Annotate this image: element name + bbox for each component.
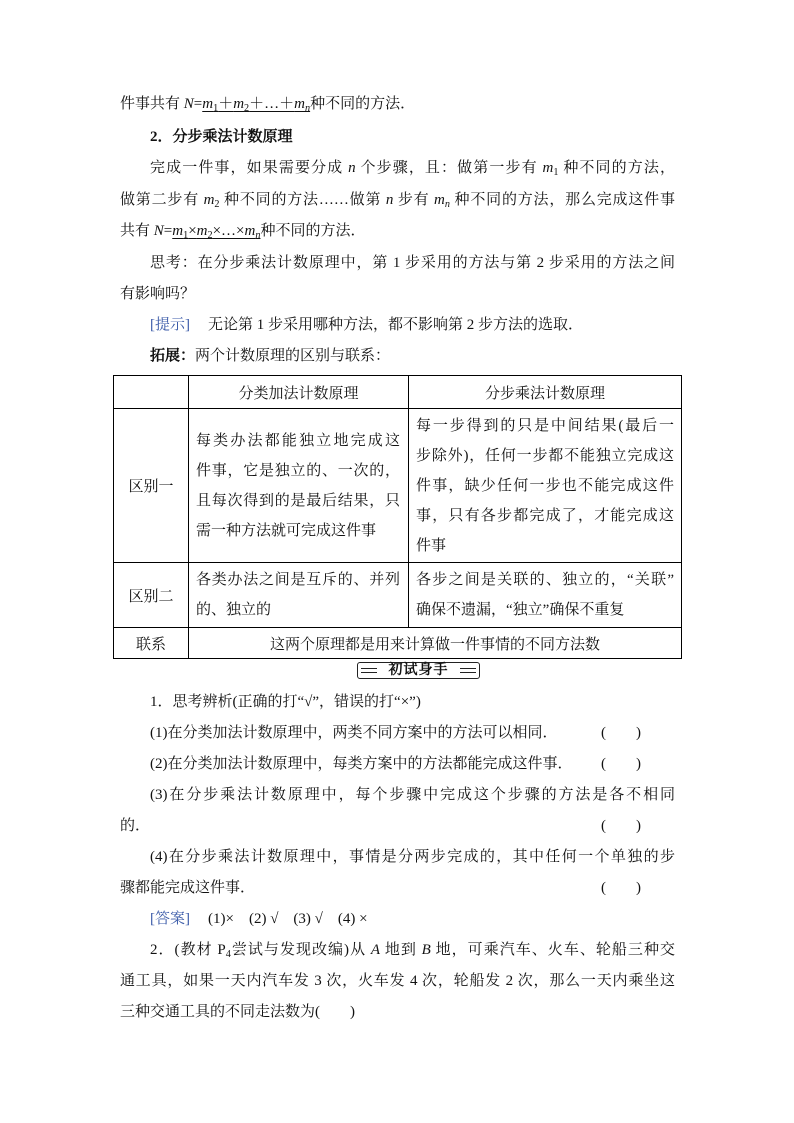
paragraph-line: 完成一件事，如果需要分成 n 个步骤，且：做第一步有 $m_1$ 种不同的方法， — [150, 160, 675, 179]
extension-label: 拓展： — [150, 348, 196, 364]
cell-line: 件事，缺少任何一步也不能完成这件 — [416, 477, 674, 494]
table-header-row — [114, 376, 682, 409]
answer-blank: ( ) — [601, 725, 641, 741]
section-banner — [357, 662, 480, 679]
cell-line: 各步之间是关联的、独立的，“关联” — [416, 572, 674, 588]
cell-line: 需一种方法就可完成这件事 — [196, 522, 377, 539]
exercise-item-line: 三种交通工具的不同走法数为( ) — [120, 1004, 355, 1020]
conclusion-prefix: 件事共有 N= — [120, 96, 203, 112]
addition-principle-conclusion — [120, 94, 675, 114]
cell-line: 每类办法都能独立地完成这 — [196, 432, 400, 449]
cell-line: 每一步得到的只是中间结果(最后一 — [416, 417, 674, 434]
conclusion-suffix: 种不同的方法． — [310, 96, 416, 112]
addition-formula: $m_1+m_2+\dots+m_n$ — [202, 96, 311, 115]
cell-line: 件事 — [416, 537, 447, 554]
multiplication-cell — [409, 563, 682, 628]
answer-blank: ( ) — [601, 880, 641, 896]
answer-line — [150, 909, 675, 929]
relation-cell: 这两个原理都是用来计算做一件事情的不同方法数 — [189, 628, 682, 659]
row-label: 区别一 — [114, 409, 189, 563]
table-row — [114, 628, 682, 659]
think-question-line: 有影响吗？ — [120, 286, 196, 302]
addition-cell — [189, 409, 409, 563]
hint-text: 无论第 1 步采用哪种方法，都不影响第 2 步方法的选取． — [208, 317, 584, 333]
exercise-item-line: 骤都能完成这件事． — [120, 880, 256, 896]
hint-line — [150, 315, 675, 335]
think-question-line: 思考：在分步乘法计数原理中，第 1 步采用的方法与第 2 步采用的方法之间 — [150, 255, 675, 271]
cell-line: 的、独立的 — [196, 602, 272, 618]
addition-cell — [189, 563, 409, 628]
row-label: 区别二 — [114, 563, 189, 628]
cell-line: 且每次得到的是最后结果，只 — [196, 492, 400, 509]
header-multiplication-principle: 分步乘法计数原理 — [409, 376, 682, 409]
exercise-title: 1．思考辨析(正确的打“√”，错误的打“×”) — [150, 694, 421, 710]
banner-title: 初试身手 — [388, 663, 449, 678]
cell-line: 步除外)，任何一步都不能独立完成这 — [416, 447, 674, 464]
extension-text: 两个计数原理的区别与联系： — [195, 348, 391, 364]
header-addition-principle: 分类加法计数原理 — [189, 376, 409, 409]
answer-text: (1)× (2) √ (3) √ (4) × — [208, 911, 368, 927]
answer-blank: ( ) — [601, 818, 641, 834]
exercise-item-line: 通工具，如果一天内汽车发 3 次，火车发 4 次，轮船发 2 次，那么一天内乘坐这 — [120, 973, 675, 989]
paragraph-line: 做第二步有 $m_2$ 种不同的方法……做第 n 步有 $m_n$ 种不同的方法，那么完成这件事 — [120, 192, 675, 211]
conclusion-suffix: 种不同的方法． — [260, 223, 366, 239]
table-row — [114, 563, 682, 628]
cell-line: 确保不遗漏，“独立”确保不重复 — [416, 602, 625, 618]
section-heading: 2．分步乘法计数原理 — [150, 129, 293, 145]
multiplication-formula: $m_1\times m_2\times\dots\times m_n$ — [172, 223, 261, 242]
row-label: 联系 — [114, 628, 189, 659]
conclusion-prefix: 共有 N= — [120, 223, 173, 239]
multiplication-principle-conclusion — [120, 221, 675, 241]
table-corner-cell — [114, 376, 189, 409]
answer-blank: ( ) — [601, 756, 641, 772]
cell-line: 各类办法之间是互斥的、并列 — [196, 572, 400, 588]
exercise-item-line: (4)在分步乘法计数原理中，事情是分两步完成的，其中任何一个单独的步 — [150, 849, 675, 865]
exercise-item-line: (1)在分类加法计数原理中，两类不同方案中的方法可以相同． — [150, 725, 558, 741]
table-row — [114, 409, 682, 563]
multiplication-cell — [409, 409, 682, 563]
exercise-item-line: (2)在分类加法计数原理中，每类方案中的方法都能完成这件事． — [150, 756, 573, 772]
cell-line: 事，只有各步都完成了，才能完成这 — [416, 507, 674, 524]
cell-line: 件事，它是独立的、一次的， — [196, 462, 400, 479]
extension-line — [150, 346, 675, 366]
exercise-item-line: 2．(教材 $P_4$尝试与发现改编)从 A 地到 B 地，可乘汽车、火车、轮船三种交 — [150, 942, 675, 961]
exercise-item-line: (3)在分步乘法计数原理中，每个步骤中完成这个步骤的方法是各不相同 — [150, 787, 675, 803]
comparison-table — [113, 375, 682, 659]
hint-tag: [提示] — [150, 317, 190, 333]
banner-rule-right — [460, 668, 476, 673]
answer-tag: [答案] — [150, 911, 190, 927]
exercise-item-line: 的． — [120, 818, 151, 834]
